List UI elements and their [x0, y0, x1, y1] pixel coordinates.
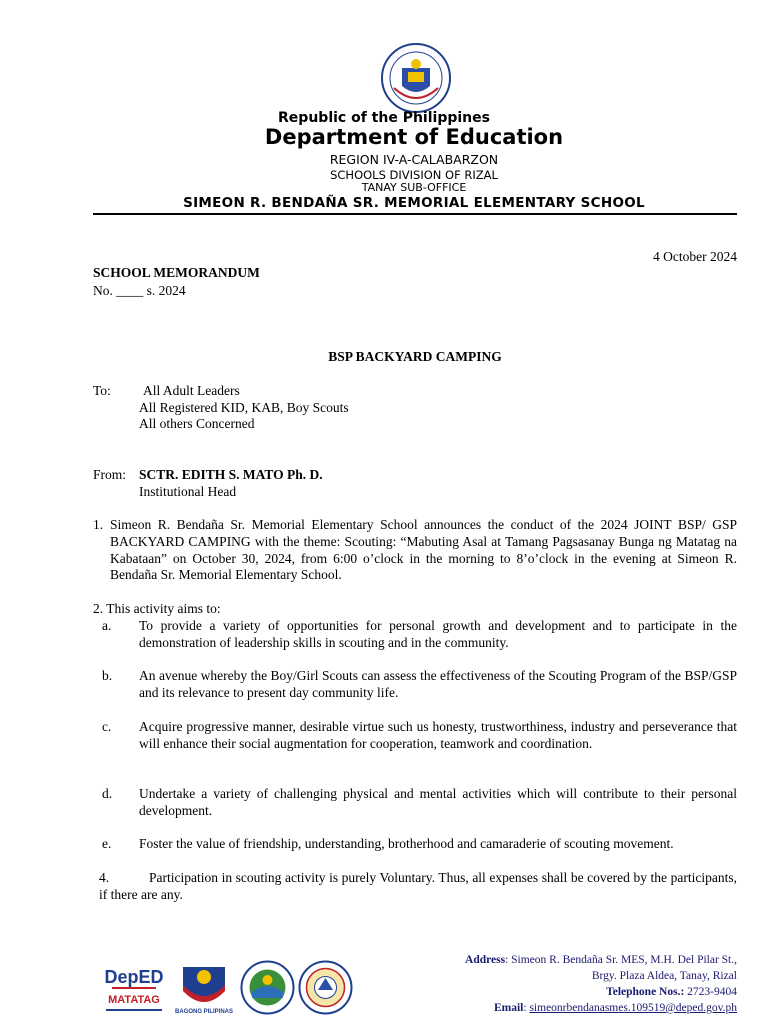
telephone-number: 2723-9404 [684, 986, 737, 998]
list-text: Undertake a variety of challenging physical and mental activities which will contribute to their personal development. [139, 786, 737, 818]
department-title: Department of Education [264, 125, 564, 149]
recipient-line: All Registered KID, KAB, Boy Scouts [139, 400, 349, 415]
deped-logo-text: DepED [104, 967, 164, 987]
list-letter: c. [102, 719, 112, 734]
recipient-line: All others Concerned [139, 416, 255, 431]
list-text: To provide a variety of opportunities for personal growth and development and to participate in the demonstration of leadership skills in scouting and in the community. [139, 618, 737, 650]
sender-title: Institutional Head [139, 484, 237, 499]
header-divider [93, 213, 737, 215]
email-link[interactable]: simeonrbendanasmes.109519@deped.gov.ph [529, 1002, 737, 1014]
memo-title: SCHOOL MEMORANDUM [93, 265, 260, 280]
suboffice-line: TANAY SUB-OFFICE [361, 181, 467, 194]
paragraph-4 [99, 870, 737, 904]
memo-date: 4 October 2024 [653, 249, 737, 264]
footer-address: Address: Simeon R. Bendaña Sr. MES, M.H. Del Pilar St., Brgy. Plaza Aldea, Tanay, Rizal Telephone Nos.: 2723-9404 Email: simeonrbendanasmes.109519@deped.gov.ph [465, 954, 737, 1014]
paragraph-text: Participation in scouting activity is purely Voluntary. Thus, all expenses shall be covered by the participants, if there are any. [99, 870, 737, 902]
region-line: REGION IV-A-CALABARZON [329, 152, 499, 167]
sender-name: SCTR. EDITH S. MATO Ph. D. [139, 467, 323, 482]
email-label: Email [493, 1002, 524, 1014]
to-label: To: [93, 383, 111, 398]
memo-number: No. ____ s. 2024 [93, 283, 186, 298]
from-label: From: [93, 467, 127, 482]
paragraph-2: 2. This activity aims to: [93, 601, 221, 616]
division-seal-icon [240, 960, 295, 1015]
school-seal-icon [298, 960, 353, 1015]
recipient-line: All Adult Leaders [143, 383, 240, 398]
bagong-pilipinas-logo-icon [175, 957, 233, 1015]
telephone-label: Telephone Nos.: [606, 986, 685, 998]
deped-matatag-logo-icon [102, 959, 166, 1017]
list-letter: e. [102, 836, 112, 851]
list-letter: d. [102, 786, 113, 801]
division-line: SCHOOLS DIVISION OF RIZAL [330, 168, 498, 182]
memo-subject: BSP BACKYARD CAMPING [328, 349, 502, 364]
paragraph-number: 4. [99, 870, 110, 885]
paragraph-number: 1. [93, 517, 104, 532]
bagong-pilipinas-text: BAGONG PILIPINAS [175, 1009, 233, 1015]
address-line1: : Simeon R. Bendaña Sr. MES, M.H. Del Pilar St., [505, 954, 737, 966]
footer-logos [100, 955, 360, 1017]
list-text: An avenue whereby the Boy/Girl Scouts can assess the effectiveness of the Scouting Program of the BSP/GSP and its relevance to present day community life. [139, 668, 737, 700]
paragraph-text: Simeon R. Bendaña Sr. Memorial Elementary School announces the conduct of the 2024 JOINT BSP/ GSP BACKYARD CAMPING with the theme: Scouting: “Mabuting Asal at Tamang Pagsasanay Bunga ng Matatag na Kabataan” on October 30, 2024, from 6:00 o’clock in the morning to 8’o’clock in the evening at Simeon R. Bendaña Sr. Memorial Elementary School. [110, 517, 737, 583]
list-letter: b. [102, 668, 113, 683]
paragraph-1 [93, 517, 737, 584]
address-line2: Brgy. Plaza Aldea, Tanay, Rizal [591, 970, 737, 982]
matatag-logo-text: MATATAG [108, 994, 160, 1006]
list-text: Acquire progressive manner, desirable virtue such us honesty, trustworthiness, industry and perseverance that will enhance their social augmentation for cooperation, teamwork and coordination. [139, 719, 737, 751]
address-label: Address [465, 954, 506, 966]
list-letter: a. [102, 618, 112, 633]
republic-line: Republic of the Philippines [278, 110, 490, 126]
school-name: SIMEON R. BENDAÑA SR. MEMORIAL ELEMENTARY SCHOOL [183, 195, 645, 211]
deped-seal-icon [380, 42, 452, 114]
list-text: Foster the value of friendship, understanding, brotherhood and camaraderie of scouting movement. [139, 836, 674, 851]
